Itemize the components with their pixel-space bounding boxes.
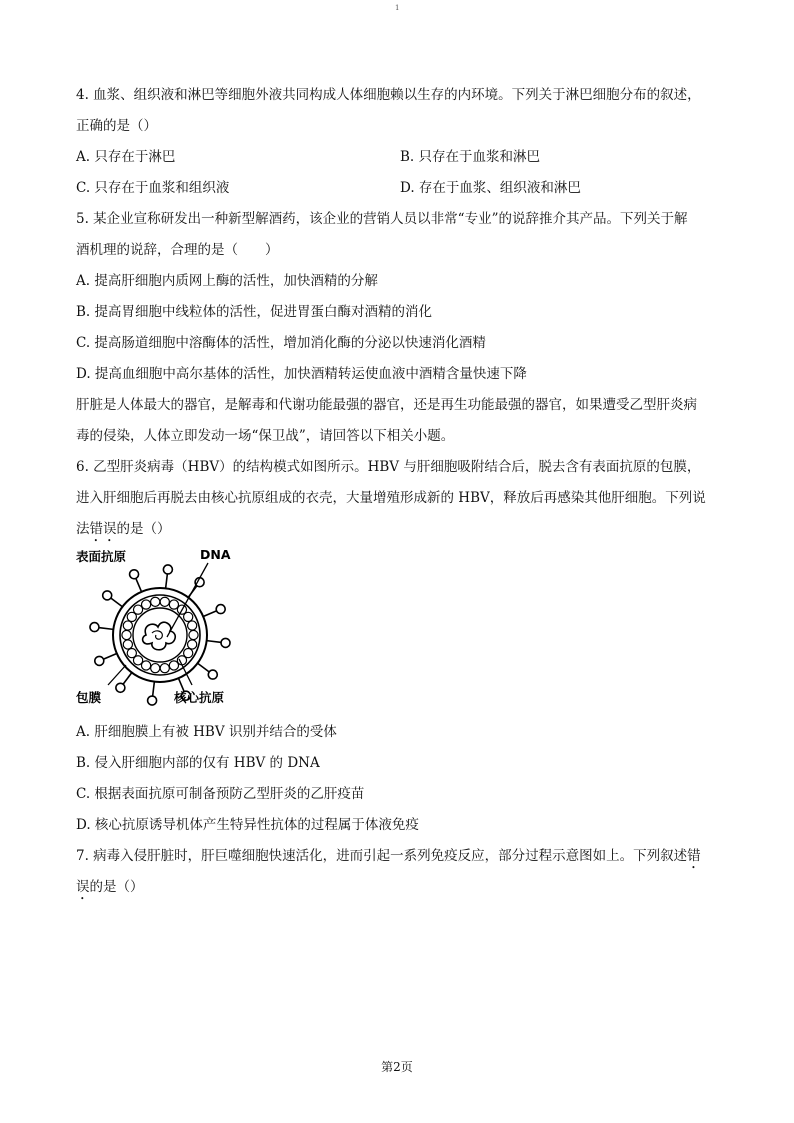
page-content — [76, 80, 724, 903]
capsid-bead — [122, 630, 131, 639]
capsid-bead — [141, 600, 150, 609]
spike-stem — [103, 653, 117, 659]
q7-emphasis-char2: 误 — [76, 879, 90, 895]
envelope-pointer-line — [108, 665, 126, 685]
spike-head — [163, 565, 172, 574]
spike-stem — [98, 628, 113, 630]
spike-stem — [153, 682, 155, 697]
capsid-bead — [123, 621, 132, 630]
q4-options-row2 — [76, 173, 724, 204]
intro-line1: 肝脏是人体最大的器官，是解毒和代谢功能最强的器官，还是再生功能最强的器官，如果遭受乙型肝炎病 — [76, 397, 697, 413]
q7-stem-suffix: 的是（） — [89, 879, 144, 895]
capsid-bead — [151, 597, 160, 606]
capsid-bead — [160, 664, 169, 673]
capsid-bead — [189, 630, 198, 639]
q6-stem-line2: 进入肝细胞后再脱去由核心抗原组成的衣壳，大量增殖形成新的 HBV，释放后再感染其他肝细胞。下列说 — [76, 490, 706, 506]
q7-emphasis-char1: 错 — [687, 848, 701, 864]
page-footer: 第2页 — [381, 1060, 413, 1074]
spike-stem — [207, 641, 222, 643]
q6-stem-line3 — [76, 514, 724, 545]
capsid-bead — [184, 612, 193, 621]
spike-stem — [198, 663, 210, 672]
spike-stem — [166, 573, 168, 588]
spike-head — [103, 591, 112, 600]
spike-stem — [203, 611, 217, 617]
q4-stem-line1: 4. 血浆、组织液和淋巴等细胞外液共同构成人体细胞赖以生存的内环境。下列关于淋巴细胞分布的叙述， — [76, 87, 701, 103]
hbv-structure-figure — [76, 547, 246, 717]
q5-option-c: C. 提高肠道细胞中溶酶体的活性，增加消化酶的分泌以快速消化酒精 — [76, 335, 486, 351]
q7-stem-text: 7. 病毒入侵肝脏时，肝巨噬细胞快速活化，进而引起一系列免疫反应，部分过程示意图如上。下列叙述 — [76, 848, 688, 864]
spike-stem — [123, 673, 132, 685]
capsid-bead — [151, 664, 160, 673]
spike-head — [90, 623, 99, 632]
label-surface-antigen: 表面抗原 — [76, 549, 127, 564]
q6-emphasis-word: 错误 — [89, 521, 117, 537]
q4-option-b: B. 只存在于血浆和淋巴 — [400, 149, 541, 165]
intro-line2: 毒的侵染，人体立即发动一场“保卫战”，请回答以下相关小题。 — [76, 428, 455, 444]
label-core-antigen: 核心抗原 — [174, 690, 225, 705]
capsid-bead — [188, 621, 197, 630]
spike-head — [116, 683, 125, 692]
spike-head — [208, 670, 217, 679]
spike-head — [216, 605, 225, 614]
q6-stem-prefix: 法 — [76, 521, 90, 537]
page-top-mark: 1 — [395, 4, 400, 12]
q7-stem-line2 — [76, 872, 724, 903]
q6-stem-suffix: 的是（） — [116, 521, 171, 537]
q5-stem-line2: 酒机理的说辞，合理的是（ ） — [76, 242, 279, 258]
capsid-bead — [123, 640, 132, 649]
q7-stem-line1 — [76, 841, 724, 872]
capsid-bead — [188, 640, 197, 649]
q6-option-b: B. 侵入肝细胞内部的仅有 HBV 的 DNA — [76, 755, 320, 771]
q4-option-d: D. 存在于血浆、组织液和淋巴 — [400, 180, 581, 196]
label-dna: DNA — [200, 547, 231, 562]
q6-option-c: C. 根据表面抗原可制备预防乙型肝炎的乙肝疫苗 — [76, 786, 365, 802]
spike-head — [221, 638, 230, 647]
spike-stem — [136, 578, 142, 592]
q5-stem-line1: 5. 某企业宣称研发出一种新型解酒药，该企业的营销人员以非常“专业”的说辞推介其产品。下列关于解 — [76, 211, 688, 227]
q4-options-row1 — [76, 142, 724, 173]
q4-option-a: A. 只存在于淋巴 — [76, 149, 176, 165]
q5-option-d: D. 提高血细胞中高尔基体的活性，加快酒精转运使血液中酒精含量快速下降 — [76, 366, 527, 382]
spike-stem — [110, 598, 122, 607]
q6-option-d: D. 核心抗原诱导机体产生特异性抗体的过程属于体液免疫 — [76, 817, 419, 833]
spike-head — [148, 696, 157, 705]
capsid-bead — [169, 661, 178, 670]
q4-option-c: C. 只存在于血浆和组织液 — [76, 180, 230, 196]
q5-option-a: A. 提高肝细胞内质网上酶的活性，加快酒精的分解 — [76, 273, 378, 289]
capsid-bead — [127, 649, 136, 658]
q6-option-a: A. 肝细胞膜上有被 HBV 识别并结合的受体 — [76, 724, 337, 740]
spike-head — [130, 570, 139, 579]
q6-stem-line1: 6. 乙型肝炎病毒（HBV）的结构模式如图所示。HBV 与肝细胞吸附结合后，脱去含有表面抗原的包膜， — [76, 459, 701, 475]
q4-stem-line2: 正确的是（） — [76, 118, 157, 134]
capsid-bead — [160, 597, 169, 606]
label-envelope: 包膜 — [76, 690, 102, 705]
q5-option-b: B. 提高胃细胞中线粒体的活性，促进胃蛋白酶对酒精的消化 — [76, 304, 433, 320]
spike-head — [95, 656, 104, 665]
